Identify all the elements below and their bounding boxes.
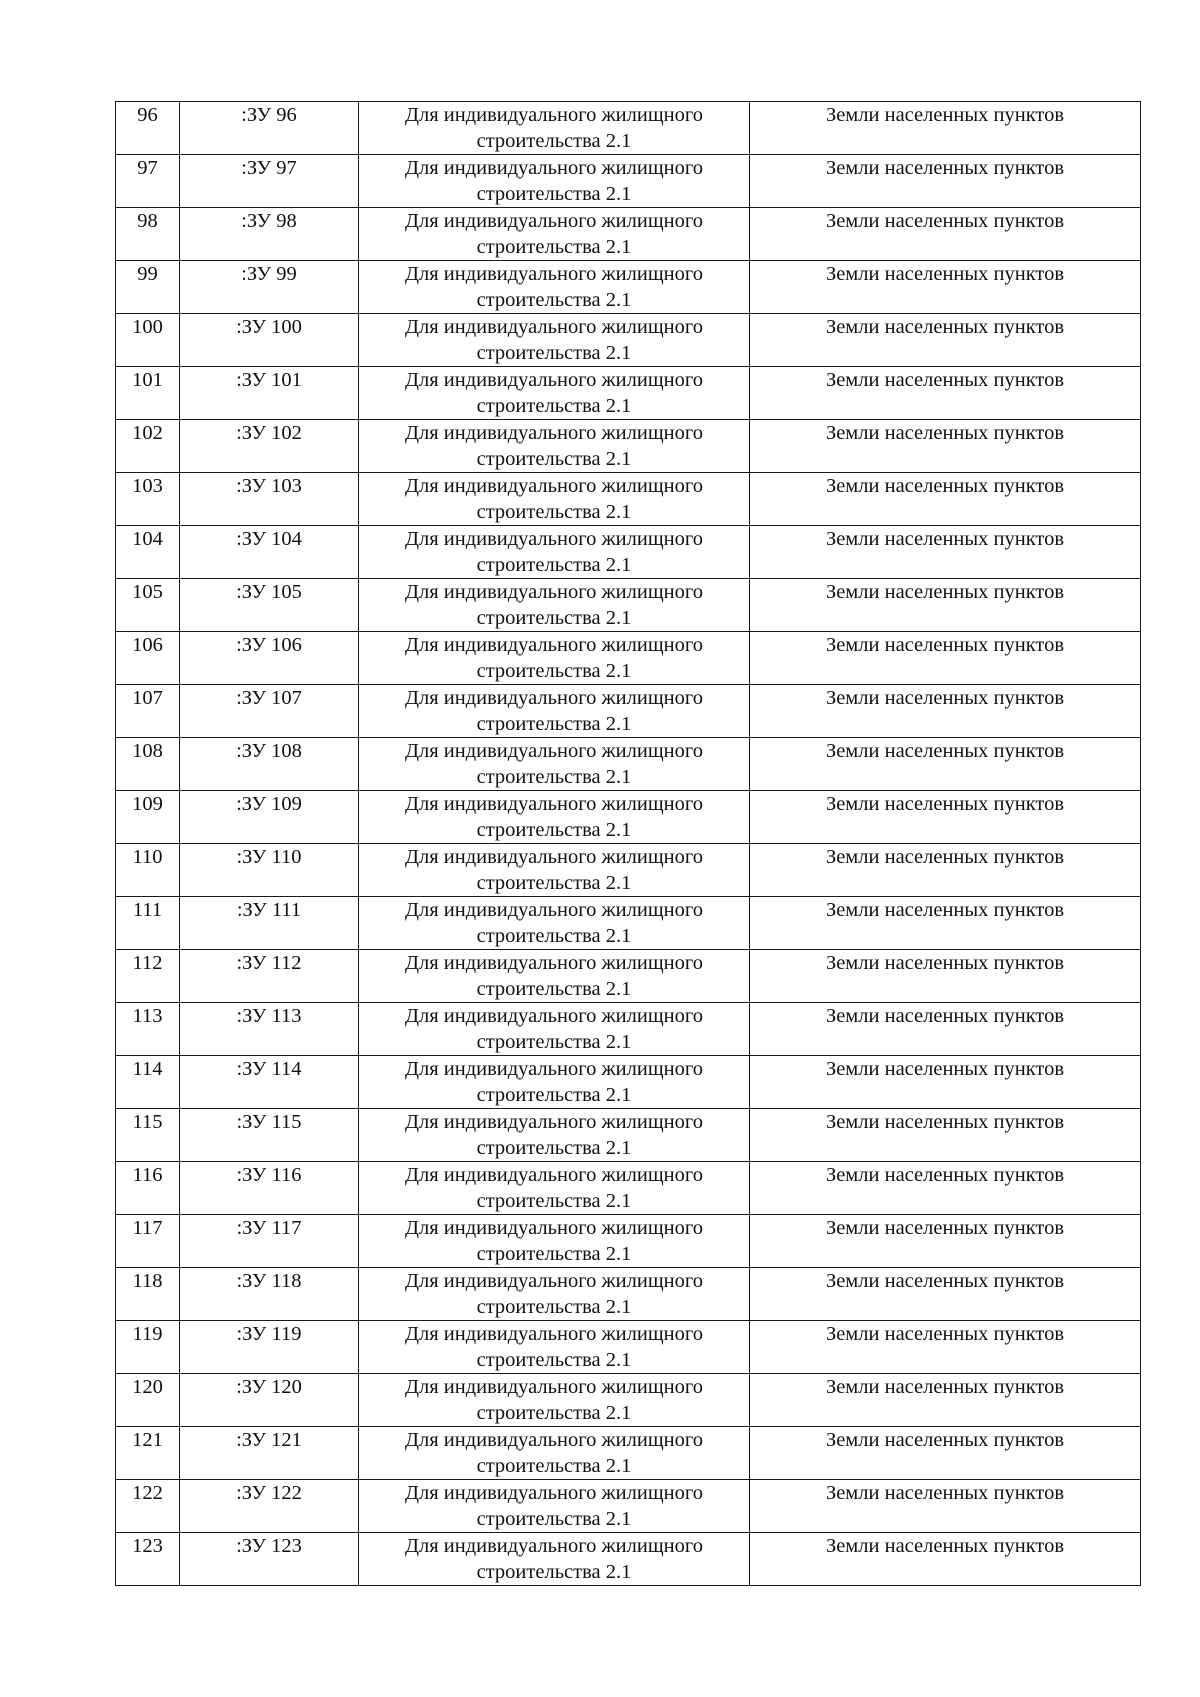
- permitted-use-cell: [359, 1533, 750, 1586]
- row-number-cell: [116, 1056, 180, 1109]
- permitted-use-cell-text-line1: Для индивидуального жилищного: [404, 475, 703, 497]
- plot-id-cell-text: :ЗУ 120: [236, 1376, 302, 1398]
- row-number-cell-text: 122: [132, 1482, 163, 1504]
- plot-id-cell: [180, 155, 359, 208]
- table-row: [116, 155, 1141, 208]
- row-number-cell: [116, 473, 180, 526]
- permitted-use-cell-text-line2: строительства 2.1: [476, 1455, 632, 1477]
- permitted-use-cell-text-line2: строительства 2.1: [476, 1508, 632, 1530]
- plot-id-cell-text: :ЗУ 114: [236, 1058, 302, 1080]
- row-number-cell: [116, 632, 180, 685]
- land-category-cell: [750, 1533, 1141, 1586]
- plot-id-cell-text: :ЗУ 106: [236, 634, 302, 656]
- row-number-cell-text: 121: [132, 1429, 163, 1451]
- row-number-cell-text: 113: [132, 1005, 163, 1027]
- permitted-use-cell: [359, 473, 750, 526]
- land-category-cell: [750, 1109, 1141, 1162]
- plot-id-cell-text: :ЗУ 113: [236, 1005, 302, 1027]
- plot-id-cell-text: :ЗУ 108: [236, 740, 302, 762]
- land-category-cell: [750, 155, 1141, 208]
- land-category-cell-text: Земли населенных пунктов: [825, 528, 1065, 550]
- plot-id-cell-text: :ЗУ 99: [241, 263, 297, 285]
- permitted-use-cell-text-line1: Для индивидуального жилищного: [404, 369, 703, 391]
- permitted-use-cell-text-line1: Для индивидуального жилищного: [404, 740, 703, 762]
- land-category-cell-text: Земли населенных пунктов: [825, 687, 1065, 709]
- land-category-cell-text: Земли населенных пунктов: [825, 1270, 1065, 1292]
- plot-id-cell-text: :ЗУ 116: [236, 1164, 302, 1186]
- land-category-cell-text: Земли населенных пунктов: [825, 899, 1065, 921]
- table-row: [116, 208, 1141, 261]
- land-category-cell: [750, 1374, 1141, 1427]
- land-category-cell: [750, 1480, 1141, 1533]
- permitted-use-cell-text-line2: строительства 2.1: [476, 183, 632, 205]
- permitted-use-cell-text-line1: Для индивидуального жилищного: [404, 899, 703, 921]
- permitted-use-cell-text-line2: строительства 2.1: [476, 289, 632, 311]
- land-category-cell: [750, 791, 1141, 844]
- land-category-cell: [750, 897, 1141, 950]
- table-row: [116, 1427, 1141, 1480]
- plot-id-cell: [180, 1480, 359, 1533]
- row-number-cell: [116, 1374, 180, 1427]
- plot-id-cell-text: :ЗУ 105: [236, 581, 302, 603]
- row-number-cell: [116, 1533, 180, 1586]
- row-number-cell: [116, 1321, 180, 1374]
- row-number-cell: [116, 1215, 180, 1268]
- land-category-cell-text: Земли населенных пунктов: [825, 475, 1065, 497]
- row-number-cell: [116, 526, 180, 579]
- row-number-cell-text: 107: [132, 687, 163, 709]
- permitted-use-cell: [359, 208, 750, 261]
- permitted-use-cell: [359, 1162, 750, 1215]
- table-row: [116, 1268, 1141, 1321]
- plot-id-cell-text: :ЗУ 112: [236, 952, 302, 974]
- row-number-cell: [116, 208, 180, 261]
- permitted-use-cell: [359, 1480, 750, 1533]
- permitted-use-cell-text-line2: строительства 2.1: [476, 1190, 632, 1212]
- plot-id-cell: [180, 420, 359, 473]
- plot-id-cell: [180, 844, 359, 897]
- plot-id-cell: [180, 1162, 359, 1215]
- table-row: [116, 950, 1141, 1003]
- land-category-cell: [750, 950, 1141, 1003]
- table-row: [116, 844, 1141, 897]
- permitted-use-cell: [359, 102, 750, 155]
- land-category-cell: [750, 314, 1141, 367]
- plot-id-cell: [180, 791, 359, 844]
- permitted-use-cell-text-line2: строительства 2.1: [476, 766, 632, 788]
- permitted-use-cell: [359, 685, 750, 738]
- permitted-use-cell: [359, 1374, 750, 1427]
- row-number-cell-text: 101: [132, 369, 163, 391]
- plot-id-cell: [180, 1533, 359, 1586]
- permitted-use-cell-text-line1: Для индивидуального жилищного: [404, 1058, 703, 1080]
- plot-id-cell: [180, 1003, 359, 1056]
- plot-id-cell-text: :ЗУ 109: [236, 793, 302, 815]
- permitted-use-cell-text-line1: Для индивидуального жилищного: [404, 104, 703, 126]
- permitted-use-cell-text-line2: строительства 2.1: [476, 978, 632, 1000]
- land-category-cell: [750, 1056, 1141, 1109]
- row-number-cell-text: 98: [137, 210, 158, 232]
- permitted-use-cell-text-line1: Для индивидуального жилищного: [404, 422, 703, 444]
- row-number-cell-text: 123: [132, 1535, 163, 1557]
- land-category-cell-text: Земли населенных пунктов: [825, 1111, 1065, 1133]
- row-number-cell: [116, 897, 180, 950]
- permitted-use-cell-text-line2: строительства 2.1: [476, 713, 632, 735]
- table-row: [116, 1480, 1141, 1533]
- land-category-cell-text: Земли населенных пунктов: [825, 422, 1065, 444]
- table-row: [116, 1109, 1141, 1162]
- table-row: [116, 1533, 1141, 1586]
- land-category-cell-text: Земли населенных пунктов: [825, 634, 1065, 656]
- row-number-cell: [116, 1427, 180, 1480]
- table-row: [116, 897, 1141, 950]
- permitted-use-cell-text-line1: Для индивидуального жилищного: [404, 528, 703, 550]
- permitted-use-cell-text-line2: строительства 2.1: [476, 1137, 632, 1159]
- row-number-cell-text: 111: [132, 899, 163, 921]
- permitted-use-cell-text-line1: Для индивидуального жилищного: [404, 263, 703, 285]
- land-category-cell: [750, 1162, 1141, 1215]
- plot-id-cell: [180, 314, 359, 367]
- land-category-cell-text: Земли населенных пунктов: [825, 846, 1065, 868]
- permitted-use-cell-text-line2: строительства 2.1: [476, 1296, 632, 1318]
- land-category-cell: [750, 1003, 1141, 1056]
- land-category-cell-text: Земли населенных пунктов: [825, 1217, 1065, 1239]
- table-row: [116, 685, 1141, 738]
- table-row: [116, 1374, 1141, 1427]
- plot-id-cell-text: :ЗУ 115: [236, 1111, 302, 1133]
- permitted-use-cell-text-line1: Для индивидуального жилищного: [404, 1111, 703, 1133]
- table-row: [116, 420, 1141, 473]
- permitted-use-cell-text-line2: строительства 2.1: [476, 819, 632, 841]
- permitted-use-cell-text-line2: строительства 2.1: [476, 1243, 632, 1265]
- permitted-use-cell-text-line1: Для индивидуального жилищного: [404, 1429, 703, 1451]
- row-number-cell-text: 106: [132, 634, 163, 656]
- plot-id-cell-text: :ЗУ 107: [236, 687, 302, 709]
- permitted-use-cell: [359, 738, 750, 791]
- land-category-cell-text: Земли населенных пунктов: [825, 104, 1065, 126]
- plot-id-cell-text: :ЗУ 102: [236, 422, 302, 444]
- row-number-cell: [116, 1480, 180, 1533]
- permitted-use-cell-text-line2: строительства 2.1: [476, 607, 632, 629]
- plot-id-cell: [180, 897, 359, 950]
- row-number-cell: [116, 844, 180, 897]
- table-row: [116, 632, 1141, 685]
- row-number-cell-text: 112: [132, 952, 163, 974]
- table-row: [116, 738, 1141, 791]
- plot-id-cell-text: :ЗУ 98: [241, 210, 297, 232]
- permitted-use-cell: [359, 1321, 750, 1374]
- table-row: [116, 791, 1141, 844]
- permitted-use-cell: [359, 1109, 750, 1162]
- land-category-cell-text: Земли населенных пунктов: [825, 581, 1065, 603]
- permitted-use-cell-text-line2: строительства 2.1: [476, 660, 632, 682]
- table-row: [116, 102, 1141, 155]
- permitted-use-cell: [359, 155, 750, 208]
- table-row: [116, 473, 1141, 526]
- table-row: [116, 261, 1141, 314]
- permitted-use-cell-text-line1: Для индивидуального жилищного: [404, 157, 703, 179]
- plot-id-cell-text: :ЗУ 119: [236, 1323, 302, 1345]
- land-category-cell: [750, 632, 1141, 685]
- row-number-cell-text: 97: [137, 157, 158, 179]
- plot-id-cell: [180, 1374, 359, 1427]
- permitted-use-cell-text-line2: строительства 2.1: [476, 448, 632, 470]
- land-category-cell: [750, 208, 1141, 261]
- row-number-cell-text: 118: [132, 1270, 163, 1292]
- plot-id-cell: [180, 261, 359, 314]
- land-category-cell: [750, 844, 1141, 897]
- row-number-cell-text: 100: [132, 316, 163, 338]
- permitted-use-cell-text-line2: строительства 2.1: [476, 1561, 632, 1583]
- row-number-cell-text: 99: [137, 263, 158, 285]
- table-row: [116, 314, 1141, 367]
- plot-id-cell-text: :ЗУ 122: [236, 1482, 302, 1504]
- land-category-cell: [750, 420, 1141, 473]
- plot-id-cell: [180, 632, 359, 685]
- plot-id-cell-text: :ЗУ 101: [236, 369, 302, 391]
- land-category-cell-text: Земли населенных пунктов: [825, 369, 1065, 391]
- permitted-use-cell-text-line2: строительства 2.1: [476, 501, 632, 523]
- land-category-cell-text: Земли населенных пунктов: [825, 793, 1065, 815]
- row-number-cell-text: 110: [132, 846, 163, 868]
- land-category-cell: [750, 261, 1141, 314]
- permitted-use-cell: [359, 526, 750, 579]
- land-category-cell: [750, 526, 1141, 579]
- row-number-cell-text: 109: [132, 793, 163, 815]
- plot-id-cell-text: :ЗУ 100: [236, 316, 302, 338]
- permitted-use-cell-text-line1: Для индивидуального жилищного: [404, 1323, 703, 1345]
- row-number-cell: [116, 685, 180, 738]
- land-category-cell-text: Земли населенных пунктов: [825, 210, 1065, 232]
- row-number-cell: [116, 1268, 180, 1321]
- land-category-cell-text: Земли населенных пунктов: [825, 1535, 1065, 1557]
- land-category-cell: [750, 367, 1141, 420]
- land-category-cell-text: Земли населенных пунктов: [825, 1376, 1065, 1398]
- plot-id-cell: [180, 738, 359, 791]
- row-number-cell-text: 119: [132, 1323, 163, 1345]
- row-number-cell: [116, 1003, 180, 1056]
- row-number-cell-text: 114: [132, 1058, 163, 1080]
- plot-id-cell-text: :ЗУ 111: [236, 899, 302, 921]
- table-row: [116, 579, 1141, 632]
- land-category-cell-text: Земли населенных пунктов: [825, 1429, 1065, 1451]
- permitted-use-cell: [359, 950, 750, 1003]
- permitted-use-cell: [359, 897, 750, 950]
- table-row: [116, 1215, 1141, 1268]
- permitted-use-cell-text-line1: Для индивидуального жилищного: [404, 1164, 703, 1186]
- table-row: [116, 1056, 1141, 1109]
- permitted-use-cell: [359, 1056, 750, 1109]
- permitted-use-cell-text-line2: строительства 2.1: [476, 1031, 632, 1053]
- land-category-cell-text: Земли населенных пунктов: [825, 316, 1065, 338]
- table-row: [116, 1003, 1141, 1056]
- permitted-use-cell: [359, 791, 750, 844]
- land-category-cell: [750, 1427, 1141, 1480]
- plot-id-cell-text: :ЗУ 103: [236, 475, 302, 497]
- row-number-cell: [116, 579, 180, 632]
- land-category-cell: [750, 738, 1141, 791]
- land-category-cell-text: Земли населенных пунктов: [825, 1058, 1065, 1080]
- row-number-cell-text: 96: [137, 104, 158, 126]
- plot-id-cell-text: :ЗУ 117: [236, 1217, 302, 1239]
- land-category-cell-text: Земли населенных пунктов: [825, 740, 1065, 762]
- permitted-use-cell-text-line1: Для индивидуального жилищного: [404, 846, 703, 868]
- permitted-use-cell-text-line2: строительства 2.1: [476, 130, 632, 152]
- plot-id-cell-text: :ЗУ 97: [241, 157, 297, 179]
- table-body: [116, 102, 1141, 1586]
- row-number-cell: [116, 420, 180, 473]
- plot-id-cell-text: :ЗУ 121: [236, 1429, 302, 1451]
- permitted-use-cell-text-line2: строительства 2.1: [476, 554, 632, 576]
- plot-id-cell: [180, 579, 359, 632]
- row-number-cell: [116, 155, 180, 208]
- permitted-use-cell-text-line2: строительства 2.1: [476, 342, 632, 364]
- permitted-use-cell: [359, 367, 750, 420]
- land-category-cell-text: Земли населенных пунктов: [825, 1164, 1065, 1186]
- permitted-use-cell-text-line2: строительства 2.1: [476, 1349, 632, 1371]
- plot-id-cell: [180, 1427, 359, 1480]
- row-number-cell-text: 116: [132, 1164, 163, 1186]
- permitted-use-cell-text-line1: Для индивидуального жилищного: [404, 1005, 703, 1027]
- plot-id-cell: [180, 1109, 359, 1162]
- permitted-use-cell: [359, 579, 750, 632]
- permitted-use-cell-text-line1: Для индивидуального жилищного: [404, 316, 703, 338]
- land-category-cell: [750, 1321, 1141, 1374]
- land-category-cell-text: Земли населенных пунктов: [825, 1482, 1065, 1504]
- land-category-cell: [750, 102, 1141, 155]
- land-category-cell-text: Земли населенных пунктов: [825, 1323, 1065, 1345]
- plot-id-cell: [180, 685, 359, 738]
- row-number-cell-text: 103: [132, 475, 163, 497]
- row-number-cell-text: 105: [132, 581, 163, 603]
- plot-id-cell: [180, 1056, 359, 1109]
- permitted-use-cell-text-line2: строительства 2.1: [476, 925, 632, 947]
- permitted-use-cell-text-line1: Для индивидуального жилищного: [404, 1270, 703, 1292]
- permitted-use-cell-text-line1: Для индивидуального жилищного: [404, 634, 703, 656]
- permitted-use-cell-text-line2: строительства 2.1: [476, 236, 632, 258]
- permitted-use-cell: [359, 314, 750, 367]
- row-number-cell: [116, 102, 180, 155]
- permitted-use-cell-text-line2: строительства 2.1: [476, 1402, 632, 1424]
- row-number-cell: [116, 314, 180, 367]
- table-row: [116, 526, 1141, 579]
- row-number-cell-text: 102: [132, 422, 163, 444]
- permitted-use-cell: [359, 844, 750, 897]
- permitted-use-cell-text-line2: строительства 2.1: [476, 395, 632, 417]
- table-row: [116, 1162, 1141, 1215]
- land-category-cell-text: Земли населенных пунктов: [825, 157, 1065, 179]
- permitted-use-cell: [359, 1003, 750, 1056]
- land-category-cell: [750, 685, 1141, 738]
- land-category-cell-text: Земли населенных пунктов: [825, 1005, 1065, 1027]
- row-number-cell: [116, 367, 180, 420]
- plot-id-cell: [180, 208, 359, 261]
- row-number-cell: [116, 1162, 180, 1215]
- plot-id-cell: [180, 526, 359, 579]
- permitted-use-cell-text-line2: строительства 2.1: [476, 872, 632, 894]
- permitted-use-cell: [359, 420, 750, 473]
- permitted-use-cell: [359, 1215, 750, 1268]
- plot-id-cell: [180, 950, 359, 1003]
- permitted-use-cell: [359, 1268, 750, 1321]
- row-number-cell-text: 108: [132, 740, 163, 762]
- land-category-cell-text: Земли населенных пунктов: [825, 952, 1065, 974]
- table-row: [116, 1321, 1141, 1374]
- row-number-cell: [116, 738, 180, 791]
- plot-id-cell-text: :ЗУ 118: [236, 1270, 302, 1292]
- row-number-cell: [116, 1109, 180, 1162]
- plot-id-cell-text: :ЗУ 104: [236, 528, 302, 550]
- row-number-cell-text: 120: [132, 1376, 163, 1398]
- permitted-use-cell: [359, 1427, 750, 1480]
- plot-id-cell-text: :ЗУ 110: [236, 846, 302, 868]
- plot-id-cell-text: :ЗУ 96: [241, 104, 297, 126]
- land-category-cell: [750, 473, 1141, 526]
- land-category-cell: [750, 1268, 1141, 1321]
- land-plots-table: [115, 101, 1141, 1586]
- permitted-use-cell-text-line1: Для индивидуального жилищного: [404, 793, 703, 815]
- permitted-use-cell-text-line1: Для индивидуального жилищного: [404, 687, 703, 709]
- row-number-cell: [116, 950, 180, 1003]
- row-number-cell-text: 117: [132, 1217, 163, 1239]
- row-number-cell: [116, 791, 180, 844]
- plot-id-cell: [180, 1215, 359, 1268]
- plot-id-cell: [180, 1268, 359, 1321]
- plot-id-cell: [180, 473, 359, 526]
- land-category-cell: [750, 579, 1141, 632]
- plot-id-cell: [180, 367, 359, 420]
- plot-id-cell-text: :ЗУ 123: [236, 1535, 302, 1557]
- permitted-use-cell-text-line1: Для индивидуального жилищного: [404, 210, 703, 232]
- permitted-use-cell-text-line2: строительства 2.1: [476, 1084, 632, 1106]
- table-row: [116, 367, 1141, 420]
- permitted-use-cell-text-line1: Для индивидуального жилищного: [404, 1482, 703, 1504]
- permitted-use-cell: [359, 632, 750, 685]
- row-number-cell: [116, 261, 180, 314]
- permitted-use-cell-text-line1: Для индивидуального жилищного: [404, 581, 703, 603]
- plot-id-cell: [180, 102, 359, 155]
- row-number-cell-text: 115: [132, 1111, 163, 1133]
- permitted-use-cell-text-line1: Для индивидуального жилищного: [404, 1217, 703, 1239]
- land-category-cell: [750, 1215, 1141, 1268]
- permitted-use-cell: [359, 261, 750, 314]
- row-number-cell-text: 104: [132, 528, 163, 550]
- land-category-cell-text: Земли населенных пунктов: [825, 263, 1065, 285]
- permitted-use-cell-text-line1: Для индивидуального жилищного: [404, 1535, 703, 1557]
- permitted-use-cell-text-line1: Для индивидуального жилищного: [404, 1376, 703, 1398]
- permitted-use-cell-text-line1: Для индивидуального жилищного: [404, 952, 703, 974]
- plot-id-cell: [180, 1321, 359, 1374]
